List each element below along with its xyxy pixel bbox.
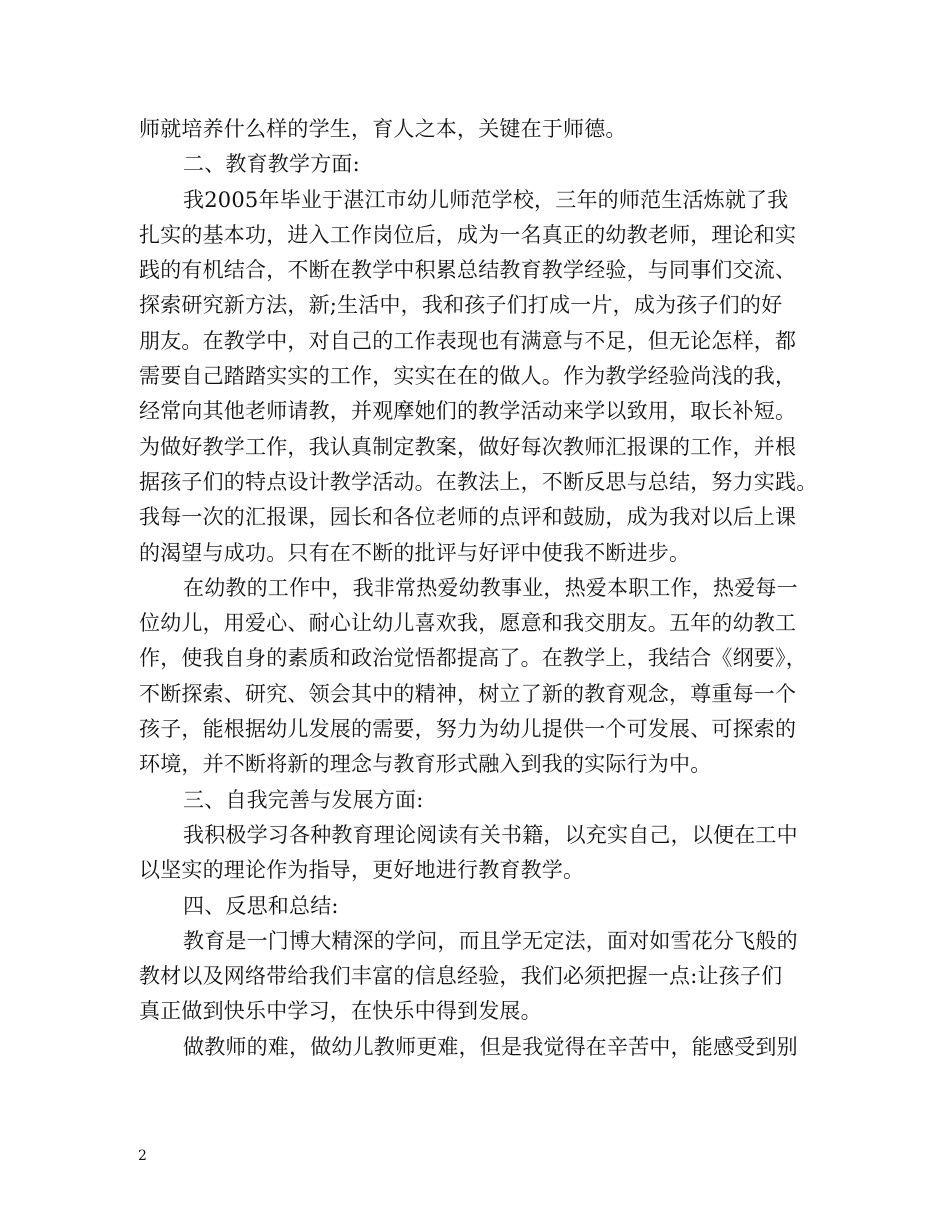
text-line: 不断探索、研究、领会其中的精神，树立了新的教育观念，尊重每一个: [139, 681, 797, 706]
text-line: 的渴望与成功。只有在不断的批评与好评中使我不断进步。: [139, 540, 691, 565]
body-text: [139, 112, 829, 1065]
text-line: 三、自我完善与发展方面:: [183, 787, 424, 812]
text-line: 教材以及网络带给我们丰富的信息经验，我们必须把握一点:让孩子们: [139, 964, 783, 989]
text-line: 为做好教学工作，我认真制定教案，做好每次教师汇报课的工作，并根: [139, 434, 797, 459]
text-line: 践的有机结合，不断在教学中积累总结教育教学经验，与同事们交流、: [139, 258, 797, 283]
text-line: 师就培养什么样的学生，育人之本，关键在于师德。: [139, 117, 627, 141]
text-line: 二、教育教学方面:: [183, 152, 360, 177]
text-line: 作，使我自身的素质和政治觉悟都提高了。在教学上，我结合《纲要》，: [139, 646, 807, 671]
text-line: 扎实的基本功，进入工作岗位后，成为一名真正的幼教老师，理论和实: [139, 222, 797, 247]
text-line: 经常向其他老师请教，并观摩她们的教学活动来学以致用，取长补短。: [139, 399, 797, 424]
text-line: 环境，并不断将新的理念与教育形式融入到我的实际行为中。: [139, 752, 712, 777]
text-line: 我2005年毕业于湛江市幼儿师范学校，三年的师范生活炼就了我: [183, 187, 789, 212]
text-line: 四、反思和总结:: [183, 893, 339, 918]
page-number: 2: [138, 1148, 147, 1164]
text-line: 需要自己踏踏实实的工作，实实在在的做人。作为教学经验尚浅的我，: [139, 364, 797, 389]
text-line: 以坚实的理论作为指导，更好地进行教育教学。: [139, 858, 585, 883]
text-line: 据孩子们的特点设计教学活动。在教法上，不断反思与总结，努力实践。: [139, 469, 818, 494]
text-line: 教育是一门博大精深的学问，而且学无定法，面对如雪花分飞般的: [183, 928, 798, 953]
text-line: 孩子，能根据幼儿发展的需要，努力为幼儿提供一个可发展、可探索的: [139, 717, 797, 742]
text-line: 位幼儿，用爱心、耐心让幼儿喜欢我，愿意和我交朋友。五年的幼教工: [139, 611, 797, 636]
text-line: 探索研究新方法，新;生活中，我和孩子们打成一片，成为孩子们的好: [139, 293, 783, 318]
text-line: 真正做到快乐中学习，在快乐中得到发展。: [139, 999, 542, 1024]
text-line: 我每一次的汇报课，园长和各位老师的点评和鼓励，成为我对以后上课: [139, 505, 797, 530]
text-line: 朋友。在教学中，对自己的工作表现也有满意与不足，但无论怎样，都: [139, 328, 797, 353]
text-line: 我积极学习各种教育理论阅读有关书籍，以充实自己，以便在工中: [183, 822, 798, 847]
text-line: 在幼教的工作中，我非常热爱幼教事业，热爱本职工作，热爱每一: [183, 575, 798, 600]
text-line: 做教师的难，做幼儿教师更难，但是我觉得在辛苦中，能感受到别: [183, 1034, 798, 1059]
